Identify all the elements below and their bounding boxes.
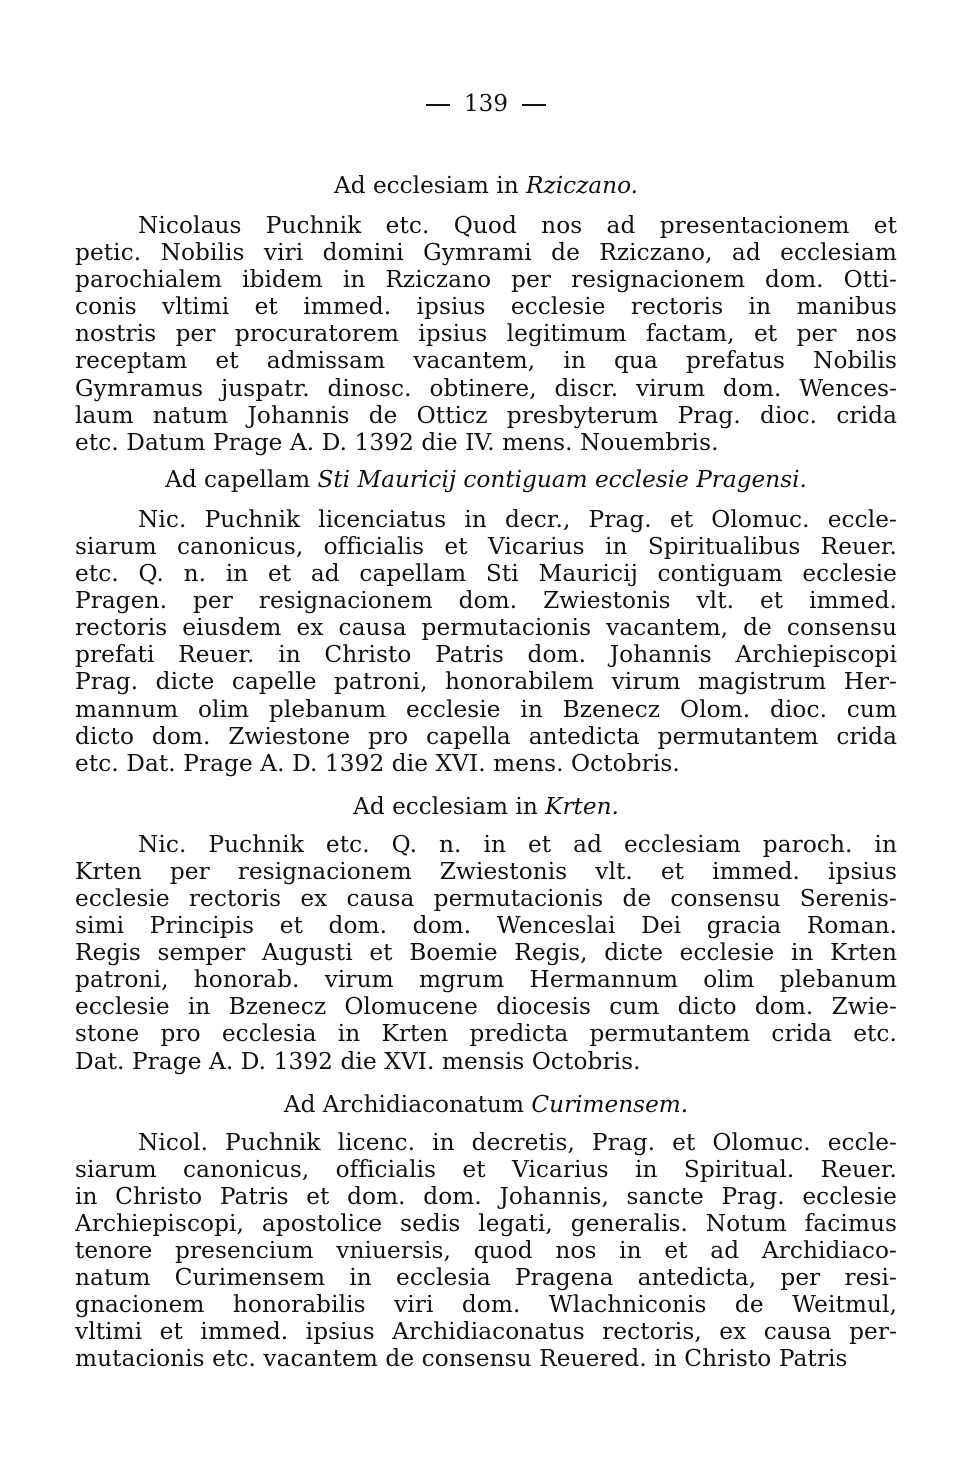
text-line: natum Curimensem in ecclesia Pragena antedicta, per resi- bbox=[75, 1264, 897, 1292]
section-paragraph bbox=[75, 506, 897, 777]
text-line: etc. Dat. Prage A. D. 1392 die XVI. mens. Octobris. bbox=[75, 749, 680, 777]
text-line: receptam et admissam vacantem, in qua prefatus Nobilis bbox=[75, 347, 897, 375]
text-line: simi Principis et dom. dom. Wenceslai Dei gracia Roman. bbox=[75, 912, 897, 940]
heading-prefix: Ad capellam bbox=[165, 465, 318, 493]
heading-prefix: Ad ecclesiam in bbox=[334, 172, 527, 199]
text-line: Krten per resignacionem Zwiestonis vlt. et immed. ipsius bbox=[75, 857, 897, 885]
section-heading bbox=[75, 1087, 897, 1123]
dash-right bbox=[522, 104, 546, 106]
text-line: siarum canonicus, officialis et Vicarius in Spiritualibus Reuer. bbox=[75, 532, 897, 560]
text-line: Gymramus juspatr. dinosc. obtinere, discr. virum dom. Wences- bbox=[75, 374, 897, 402]
text-line: etc. Datum Prage A. D. 1392 die IV. mens. Nouembris. bbox=[75, 428, 719, 456]
text-line: Regis semper Augusti et Boemie Regis, dicte ecclesie in Krten bbox=[75, 939, 897, 967]
heading-place: Curimensem. bbox=[531, 1090, 689, 1118]
text-line: Nic. Puchnik licenciatus in decr., Prag. et Olomuc. eccle- bbox=[138, 505, 897, 533]
heading-prefix: Ad Archidiaconatum bbox=[283, 1090, 532, 1118]
text-line: stone pro ecclesia in Krten predicta permutantem crida etc. bbox=[75, 1020, 897, 1048]
page-header bbox=[75, 86, 897, 122]
page-number: 139 bbox=[464, 91, 508, 117]
heading-place: Rziczano. bbox=[526, 172, 638, 199]
section-heading bbox=[75, 462, 897, 498]
text-line: Dat. Prage A. D. 1392 die XVI. mensis Octobris. bbox=[75, 1047, 641, 1075]
text-line: Nicol. Puchnik licenc. in decretis, Prag. et Olomuc. eccle- bbox=[138, 1128, 897, 1156]
text-line: mutacionis etc. vacantem de consensu Reuered. in Christo Patris bbox=[75, 1345, 848, 1373]
text-line: patroni, honorab. virum mgrum Hermannum olim plebanum bbox=[75, 966, 897, 994]
document-page bbox=[75, 86, 897, 1372]
text-line: tenore presencium vniuersis, quod nos in et ad Archidiaco- bbox=[75, 1237, 897, 1264]
text-line: ecclesie in Bzenecz Olomucene diocesis cum dicto dom. Zwie- bbox=[75, 993, 897, 1021]
text-line: Prag. dicte capelle patroni, honorabilem virum magistrum Her- bbox=[75, 668, 897, 696]
text-line: gnacionem honorabilis viri dom. Wlachniconis de Weitmul, bbox=[75, 1291, 897, 1319]
text-line: mannum olim plebanum ecclesie in Bzenecz Olom. dioc. cum bbox=[75, 695, 897, 723]
section-paragraph bbox=[75, 1129, 897, 1373]
text-line: petic. Nobilis viri domini Gymrami de Rziczano, ad ecclesiam bbox=[75, 239, 897, 267]
text-line: siarum canonicus, officialis et Vicarius in Spiritual. Reuer. bbox=[75, 1155, 897, 1183]
text-line: ecclesie rectoris ex causa permutacionis de consensu Serenis- bbox=[75, 884, 897, 912]
text-line: Pragen. per resignacionem dom. Zwiestonis vlt. et immed. bbox=[75, 587, 897, 615]
dash-left bbox=[426, 104, 450, 106]
text-line: parochialem ibidem in Rziczano per resignacionem dom. Otti- bbox=[75, 266, 897, 294]
heading-place: Sti Mauricij contiguam ecclesie Pragensi. bbox=[317, 465, 807, 493]
section-heading bbox=[75, 168, 897, 204]
section-heading bbox=[75, 789, 897, 825]
text-line: etc. Q. n. in et ad capellam Sti Mauricij contiguam ecclesie bbox=[75, 560, 897, 588]
text-line: Nic. Puchnik etc. Q. n. in et ad ecclesiam paroch. in bbox=[138, 830, 897, 858]
text-line: prefati Reuer. in Christo Patris dom. Johannis Archiepiscopi bbox=[75, 641, 897, 669]
text-line: in Christo Patris et dom. dom. Johannis, sancte Prag. ecclesie bbox=[75, 1182, 897, 1210]
text-line: rectoris eiusdem ex causa permutacionis vacantem, de consensu bbox=[75, 614, 897, 642]
section-paragraph bbox=[75, 831, 897, 1075]
text-line: dicto dom. Zwiestone pro capella antedicta permutantem crida bbox=[75, 722, 897, 750]
text-line: laum natum Johannis de Otticz presbyterum Prag. dioc. crida bbox=[75, 401, 897, 429]
text-line: nostris per procuratorem ipsius legitimum factam, et per nos bbox=[75, 320, 897, 348]
section-paragraph bbox=[75, 212, 897, 456]
heading-prefix: Ad ecclesiam in bbox=[353, 792, 546, 820]
text-line: Nicolaus Puchnik etc. Quod nos ad presentacionem et bbox=[138, 212, 897, 239]
heading-place: Krten. bbox=[545, 792, 619, 820]
text-line: Archiepiscopi, apostolice sedis legati, generalis. Notum facimus bbox=[75, 1209, 897, 1237]
text-line: conis vltimi et immed. ipsius ecclesie rectoris in manibus bbox=[75, 293, 897, 321]
text-line: vltimi et immed. ipsius Archidiaconatus rectoris, ex causa per- bbox=[75, 1318, 897, 1346]
